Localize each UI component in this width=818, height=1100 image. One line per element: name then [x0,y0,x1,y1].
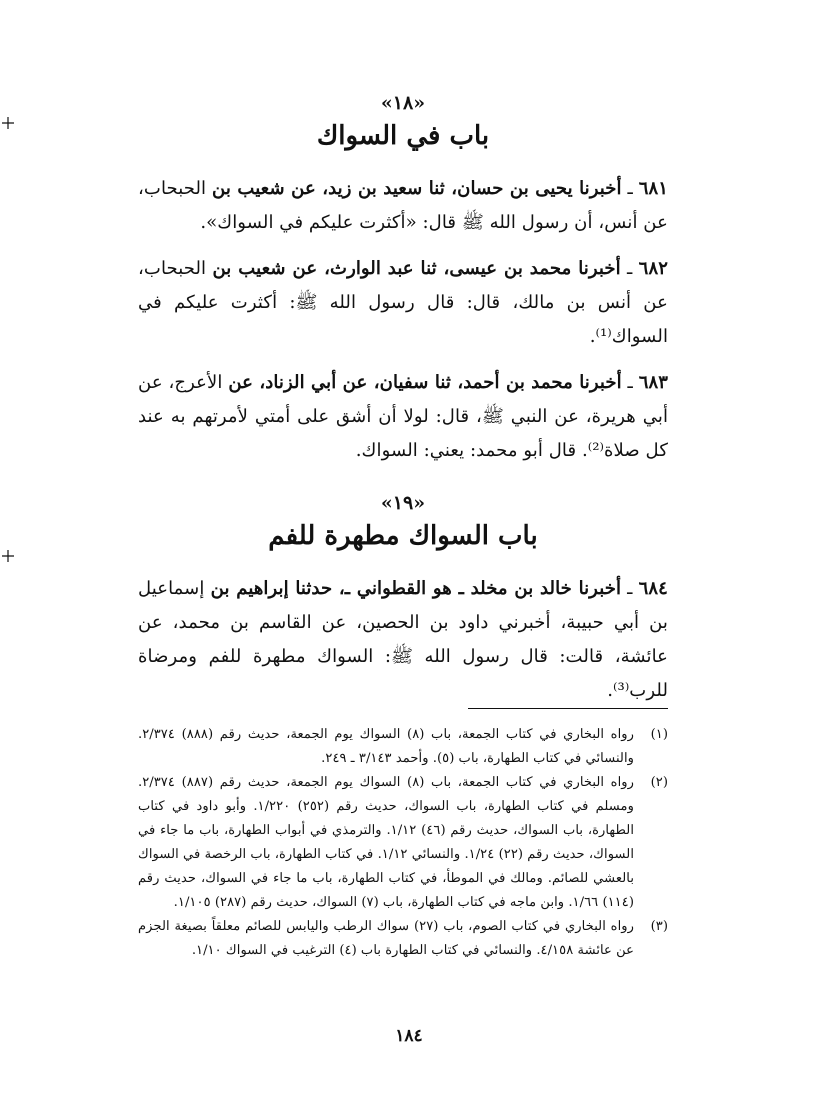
footnote-number: (٢) [650,775,668,790]
footnote-separator [468,708,668,709]
hadith-paragraph [138,252,668,354]
spacer [138,480,668,488]
hadith-dash: ـ [621,578,633,599]
hadith-isnad: أخبرنا محمد بن عيسى، ثنا عبد الوارث، عن شعيب بن [212,258,621,279]
hadith-number: ٦٨٤ [638,578,668,599]
hadith-text: الأعرج، عن أبي هريرة، عن النبي ﷺ، قال: لولا أن أشق على أمتي لأمرتهم به عند كل صلاة⁽²⁾. قال أبو محمد: يعني: السواك. [138,372,668,461]
hadith-isnad: أخبرنا يحيى بن حسان، ثنا سعيد بن زيد، عن شعيب بن [212,178,622,199]
hadith-paragraph [138,366,668,468]
footnote [138,723,668,771]
hadith-paragraph [138,172,668,240]
hadith-text: الحبحاب، عن أنس، أن رسول الله ﷺ قال: «أكثرت عليكم في السواك». [138,178,668,233]
footnote-number: (٣) [650,919,668,934]
crop-mark-icon [2,117,14,129]
footnote-text: رواه البخاري في كتاب الصوم، باب (٢٧) سواك الرطب واليابس للصائم معلقاً بصيغة الجزم عن عائشة ٤/١٥٨. والنسائي في كتاب الطهارة باب (٤) الترغيب في السواك ١/١٠. [138,919,634,958]
chapter-title: باب في السواك [316,121,490,151]
hadith-text: إسماعيل بن أبي حبيبة، أخبرني داود بن الحصين، عن القاسم بن محمد، عن عائشة، قالت: قال رسول الله ﷺ: السواك مطهرة للفم ومرضاة للرب⁽³⁾. [138,578,668,701]
hadith-isnad: أخبرنا محمد بن أحمد، ثنا سفيان، عن أبي الزناد، عن [228,372,622,393]
page-number: ١٨٤ [395,1026,423,1046]
hadith-paragraph [138,572,668,708]
footnote [138,915,668,963]
hadith-number: ٦٨١ [638,178,668,199]
hadith-dash: ـ [621,372,633,393]
chapter-number: «١٩» [380,492,426,514]
chapter-title: باب السواك مطهرة للفم [268,521,538,551]
footnote-number: (١) [650,727,668,742]
hadith-dash: ـ [621,178,633,199]
hadith-isnad: أخبرنا خالد بن مخلد ـ هو القطواني ـ، حدثنا إبراهيم بن [210,578,621,599]
hadith-dash: ـ [620,258,633,279]
hadith-text: الحبحاب، عن أنس بن مالك، قال: قال رسول الله ﷺ: أكثرت عليكم في السواك⁽¹⁾. [138,258,668,347]
footnote [138,771,668,915]
footnote-text: رواه البخاري في كتاب الجمعة، باب (٨) السواك يوم الجمعة، حديث رقم (٨٨٨) ٢/٣٧٤. والنسائي في كتاب الطهارة، باب (٥). وأحمد ٣/١٤٣ ـ ٢٤٩. [138,727,634,766]
main-text [138,88,668,720]
chapter-number: «١٨» [380,92,426,114]
footnotes [138,708,668,963]
hadith-number: ٦٨٢ [638,258,668,279]
crop-mark-icon [2,550,14,562]
hadith-number: ٦٨٣ [638,372,668,393]
footnote-text: رواه البخاري في كتاب الجمعة، باب (٨) السواك يوم الجمعة، حديث رقم (٨٨٧) ٢/٣٧٤. ومسلم في كتاب الطهارة، باب السواك، حديث رقم (٢٥٢) ١/٢٢٠. وأبو داود في كتاب الطهارة، باب السواك، حديث رقم (٤٦) ١/١٢. والترمذي في أبواب الطهارة، باب ما جاء في السواك، حديث رقم (٢٢) ١/٢٤. والنسائي ١/١٢. في كتاب الطهارة، باب الرخصة في السواك بالعشي للصائم. ومالك في الموطأ، في كتاب الطهارة، باب ما جاء في السواك، حديث رقم (١١٤) ١/٦٦. وابن ماجه في كتاب الطهارة، باب (٧) السواك، حديث رقم (٢٨٧) ١/١٠٥. [138,775,634,910]
